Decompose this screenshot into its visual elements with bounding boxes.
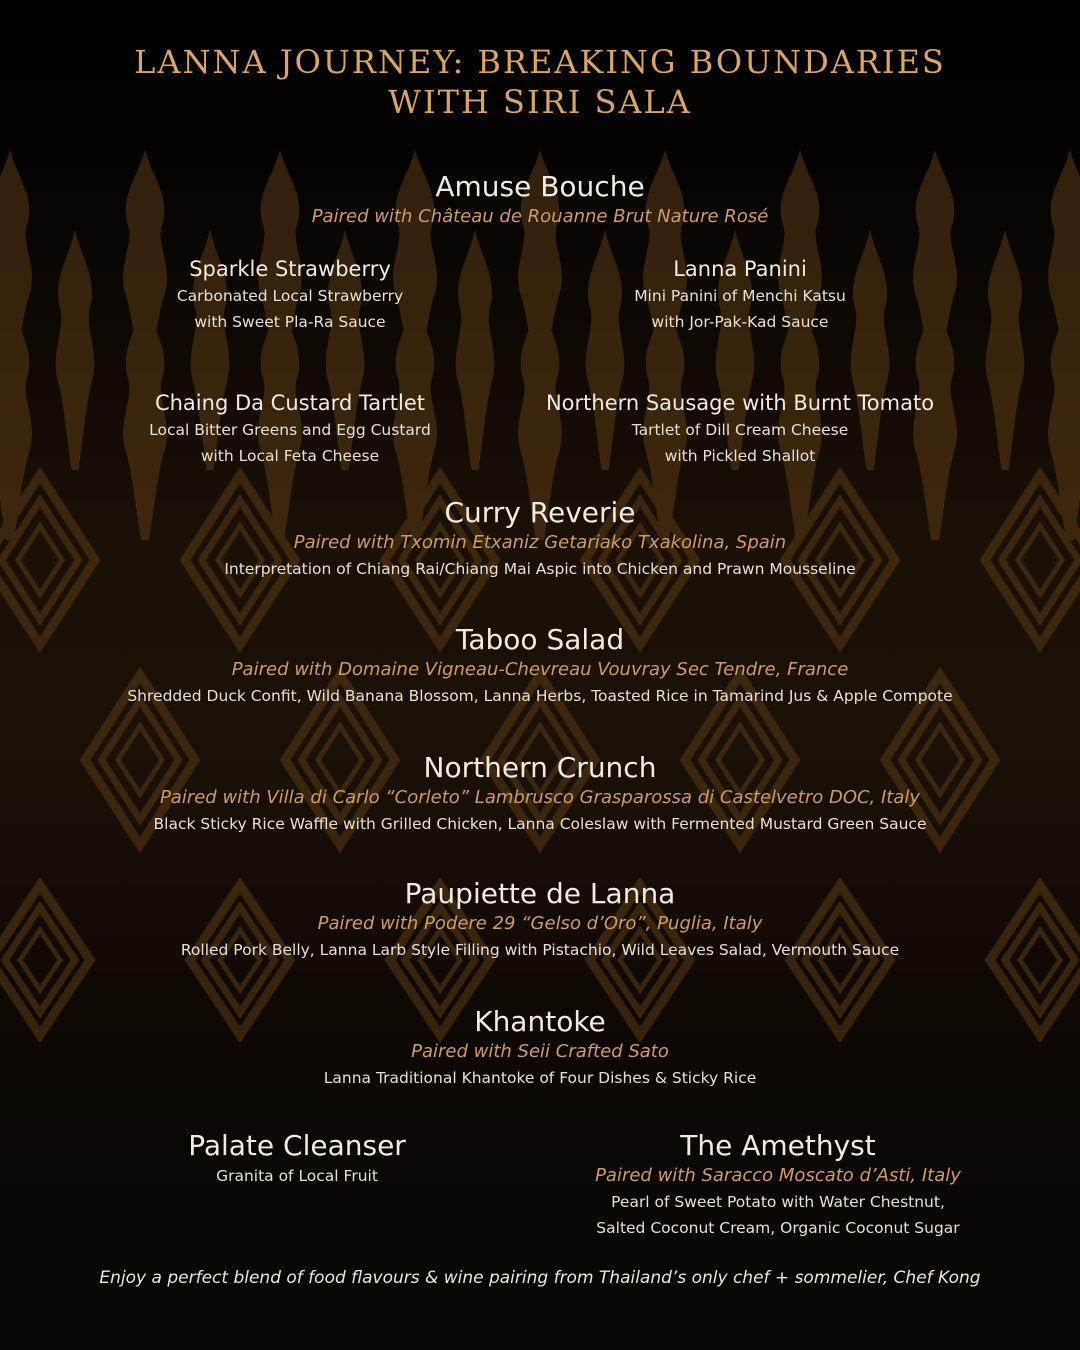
course-the-amethyst [548,1129,1008,1241]
item-name: Lanna Panini [673,257,807,281]
item-description-line1: Tartlet of Dill Cream Cheese [631,421,849,439]
item-description-line1: Local Bitter Greens and Egg Custard [149,421,431,439]
course-description: Rolled Pork Belly, Lanna Larb Style Filling with Pistachio, Wild Leaves Salad, Vermouth Sauce [180,941,900,959]
course-description: Black Sticky Rice Waffle with Grilled Chicken, Lanna Coleslaw with Fermented Mustard Green Sauce [153,815,927,833]
item-description-line1: Mini Panini of Menchi Katsu [634,287,846,305]
course-amuse-bouche [0,170,1080,230]
course-description-line1: Pearl of Sweet Potato with Water Chestnut, [611,1193,945,1211]
course-name: Northern Crunch [423,751,657,784]
wine-pairing: Paired with Villa di Carlo “Corleto” Lambrusco Grasparossa di Castelvetro DOC, Italy [159,787,921,808]
item-description-line1: Carbonated Local Strawberry [176,287,404,305]
menu-title-line2: WITH SIRI SALA [388,83,692,121]
course-taboo-salad [0,623,1080,709]
course-name: Palate Cleanser [188,1129,406,1162]
menu-title-line1: LANNA JOURNEY: BREAKING BOUNDARIES [134,43,946,81]
item-lanna-panini [530,255,950,335]
course-description: Granita of Local Fruit [216,1167,378,1185]
wine-pairing: Paired with Txomin Etxaniz Getariako Txakolina, Spain [293,532,787,553]
item-sparkle-strawberry [110,255,470,335]
course-palate-cleanser [117,1129,477,1189]
course-description: Interpretation of Chiang Rai/Chiang Mai Aspic into Chicken and Prawn Mousseline [224,560,856,578]
course-khantoke [0,1005,1080,1091]
wine-pairing: Paired with Podere 29 “Gelso d’Oro”, Puglia, Italy [317,913,763,934]
course-name: Taboo Salad [455,623,625,656]
course-name: Khantoke [474,1005,606,1038]
item-description-line2: with Pickled Shallot [664,447,816,465]
item-northern-sausage [530,389,950,469]
course-description: Lanna Traditional Khantoke of Four Dishes & Sticky Rice [323,1069,757,1087]
footer-tagline: Enjoy a perfect blend of food flavours & wine pairing from Thailand’s only chef + sommelier, Chef Kong [99,1268,981,1288]
course-northern-crunch [0,751,1080,837]
wine-pairing: Paired with Seii Crafted Sato [411,1041,669,1062]
item-name: Northern Sausage with Burnt Tomato [545,391,935,415]
course-name: Curry Reverie [444,496,636,529]
course-description: Shredded Duck Confit, Wild Banana Blossom, Lanna Herbs, Toasted Rice in Tamarind Jus & Apple Compote [127,687,953,705]
wine-pairing: Paired with Château de Rouanne Brut Nature Rosé [311,206,769,227]
course-description-line2: Salted Coconut Cream, Organic Coconut Sugar [596,1219,960,1237]
item-description-line2: with Local Feta Cheese [200,447,380,465]
course-curry-reverie [0,496,1080,582]
wine-pairing: Paired with Saracco Moscato d’Asti, Italy [595,1165,961,1186]
item-description-line2: with Sweet Pla-Ra Sauce [194,313,386,331]
item-custard-tartlet [110,389,470,469]
item-name: Sparkle Strawberry [189,257,391,281]
course-name: Paupiette de Lanna [404,877,676,910]
item-description-line2: with Jor-Pak-Kad Sauce [651,313,829,331]
wine-pairing: Paired with Domaine Vigneau-Chevreau Vouvray Sec Tendre, France [231,659,849,680]
item-name: Chaing Da Custard Tartlet [154,391,426,415]
course-paupiette-de-lanna [0,877,1080,963]
course-name: Amuse Bouche [435,170,645,203]
course-name: The Amethyst [680,1129,876,1162]
